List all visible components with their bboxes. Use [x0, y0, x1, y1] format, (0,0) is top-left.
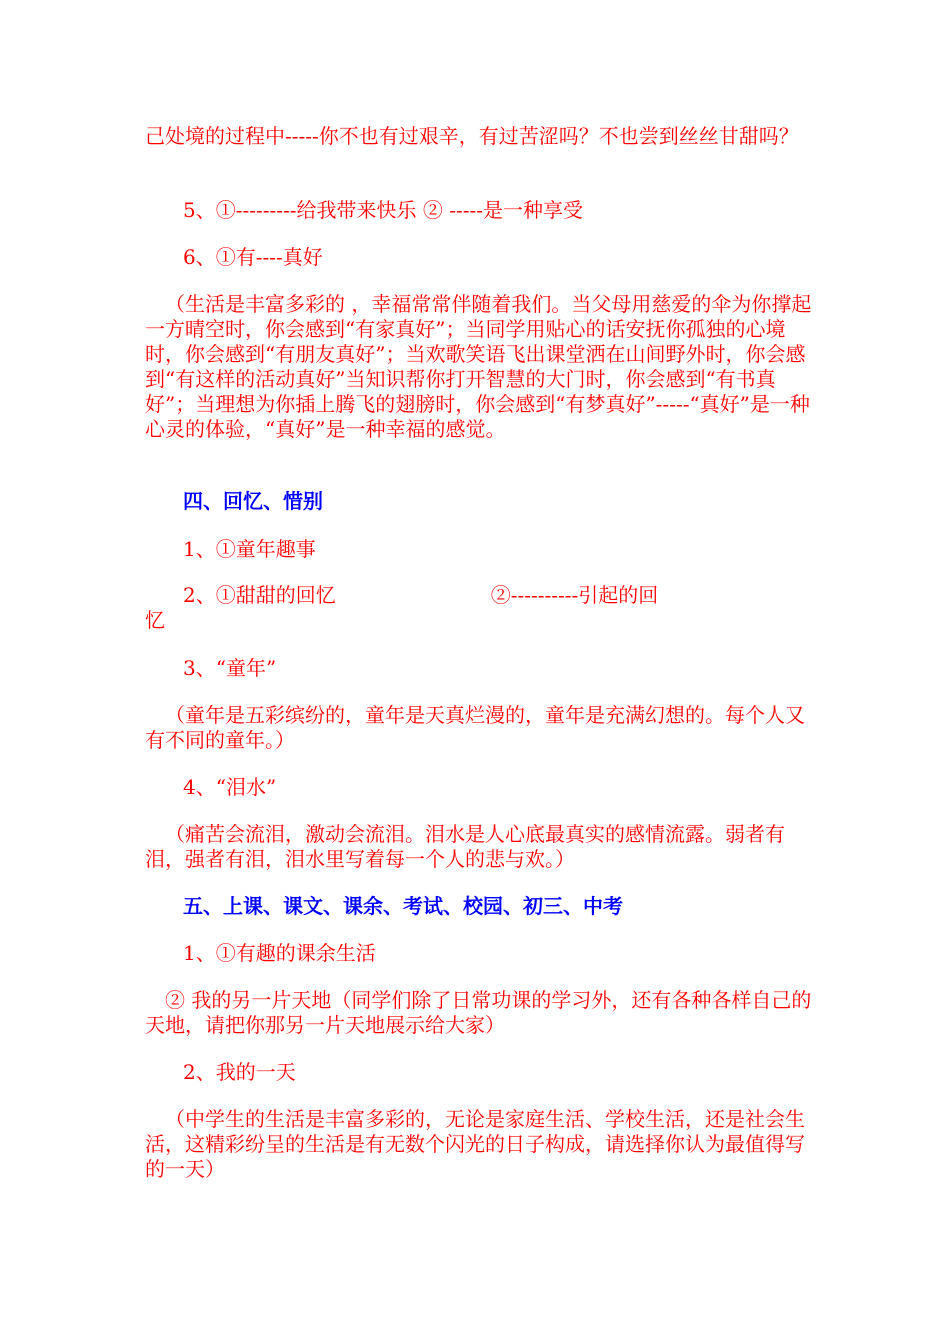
section-5-item-1-option-2: ② 我的另一片天地（同学们除了日常功课的学习外，还有各种各样自己的天地，请把你那另一片天地展示给大家） [145, 988, 812, 1037]
item-5: 5、①---------给我带来快乐 ② -----是一种享受 [183, 198, 584, 222]
section-5-item-2: 2、我的一天 [183, 1060, 296, 1084]
section-5-item-2-explanation: （中学生的生活是丰富多彩的，无论是家庭生活、学校生活，还是社会生活，这精彩纷呈的生活是有无数个闪光的日子构成，请选择你认为最值得写的一天） [145, 1107, 805, 1181]
intro-tail-paragraph: 己处境的过程中-----你不也有过艰辛，有过苦涩吗？不也尝到丝丝甘甜吗？ [145, 124, 799, 148]
section-5-item-1: 1、①有趣的课余生活 [183, 941, 376, 965]
section-4-item-4-explanation: （痛苦会流泪，激动会流泪。泪水是人心底最真实的感情流露。弱者有泪，强者有泪，泪水里写着每一个人的悲与欢。） [145, 822, 785, 871]
section-heading-5: 五、上课、课文、课余、考试、校园、初三、中考 [183, 894, 623, 918]
section-4-item-2-part-b: ②----------引起的回 [490, 583, 659, 607]
item-6-explanation: （生活是丰富多彩的 ，幸福常常伴随着我们。当父母用慈爱的伞为你撑起一方晴空时，你会感到“有家真好”；当同学用贴心的话安抚你孤独的心境时，你会感到“有朋友真好”；当欢歌笑语飞出课堂洒在山间野外时，你会感到“有这样的活动真好”当知识帮你打开智慧的大门时，你会感到“有书真好”；当理想为你插上腾飞的翅膀时，你会感到“有梦真好”-----“真好”是一种心灵的体验，“真好”是一种幸福的感觉。 [145, 292, 812, 441]
section-4-item-2-wrap: 忆 [145, 608, 165, 632]
section-4-item-3-explanation: （童年是五彩缤纷的，童年是天真烂漫的，童年是充满幻想的。每个人又有不同的童年。） [145, 703, 805, 752]
section-4-item-4: 4、“泪水” [183, 775, 277, 799]
section-4-item-2-part-a: 2、①甜甜的回忆 [183, 583, 336, 607]
section-4-item-3: 3、“童年” [183, 656, 277, 680]
section-4-item-1: 1、①童年趣事 [183, 537, 316, 561]
section-4-item-2 [145, 583, 813, 608]
section-heading-4: 四、回忆、惜别 [183, 489, 323, 513]
item-6: 6、①有----真好 [183, 245, 323, 269]
